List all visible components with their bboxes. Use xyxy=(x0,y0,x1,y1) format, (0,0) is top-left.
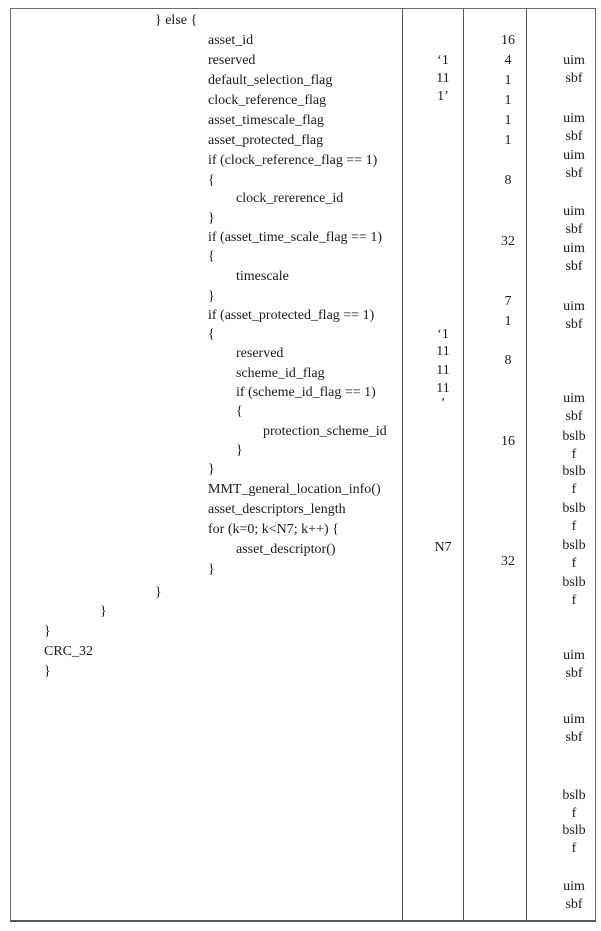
value-cell: ‘1 xyxy=(437,327,449,342)
syntax-line: } xyxy=(208,289,215,304)
mnemonic-cell-line1: uim xyxy=(563,53,585,68)
bits-cell: 1 xyxy=(504,133,512,148)
mnemonic-cell-line2: sbf xyxy=(565,897,583,912)
value-cell: 11 xyxy=(436,344,450,359)
mnemonic-cell-line1: uim xyxy=(563,148,585,163)
syntax-line: MMT_general_location_info() xyxy=(208,482,381,497)
bits-cell: 8 xyxy=(504,353,512,368)
value-cell: ’ xyxy=(440,396,446,411)
syntax-line: asset_timescale_flag xyxy=(208,113,324,128)
mnemonic-cell-line1: uim xyxy=(563,111,585,126)
syntax-line: default_selection_flag xyxy=(208,73,333,88)
syntax-line: { xyxy=(208,173,215,188)
syntax-line: { xyxy=(236,404,243,419)
bits-cell: 4 xyxy=(504,53,512,68)
syntax-line: } xyxy=(208,211,215,226)
syntax-line: clock_rererence_id xyxy=(236,191,344,206)
syntax-line: for (k=0; k<N7; k++) { xyxy=(208,522,339,537)
mnemonic-cell-line2: f xyxy=(571,447,577,462)
bits-cell: 1 xyxy=(504,314,512,329)
bits-cell: 32 xyxy=(501,234,515,249)
bits-cell: 16 xyxy=(501,33,515,48)
mnemonic-cell-line1: bslb xyxy=(562,501,586,516)
syntax-line: } else { xyxy=(155,13,198,28)
mnemonic-cell-line2: sbf xyxy=(565,222,583,237)
mnemonic-cell-line2: sbf xyxy=(565,666,583,681)
syntax-line: } xyxy=(155,585,162,600)
syntax-line: asset_protected_flag xyxy=(208,133,324,148)
syntax-line: { xyxy=(208,249,215,264)
mnemonic-cell-line1: bslb xyxy=(562,538,586,553)
bits-cell: 1 xyxy=(504,113,512,128)
mnemonic-cell-line2: sbf xyxy=(565,317,583,332)
bits-cell: 7 xyxy=(504,294,512,309)
mnemonic-cell-line1: bslb xyxy=(562,429,586,444)
syntax-line: asset_descriptors_length xyxy=(208,502,346,517)
value-cell: 11 xyxy=(436,71,450,86)
mnemonic-cell-line2: sbf xyxy=(565,259,583,274)
mnemonic-cell-line1: uim xyxy=(563,879,585,894)
bits-cell: 8 xyxy=(504,173,512,188)
mnemonic-cell-line1: uim xyxy=(563,712,585,727)
mnemonic-cell-line1: uim xyxy=(563,299,585,314)
column-divider-values-bits xyxy=(463,8,464,922)
mnemonic-cell-line1: bslb xyxy=(562,575,586,590)
bits-cell: 1 xyxy=(504,93,512,108)
syntax-line: } xyxy=(236,443,243,458)
syntax-line: } xyxy=(44,624,51,639)
mnemonic-cell-line1: bslb xyxy=(562,823,586,838)
mnemonic-cell-line2: sbf xyxy=(565,166,583,181)
mnemonic-cell-line2: f xyxy=(571,841,577,856)
syntax-line: reserved xyxy=(208,53,256,68)
mnemonic-cell-line1: bslb xyxy=(562,464,586,479)
syntax-line: } xyxy=(208,562,215,577)
syntax-line: protection_scheme_id xyxy=(263,424,387,439)
mnemonic-cell-line2: sbf xyxy=(565,71,583,86)
syntax-line: timescale xyxy=(236,269,289,284)
value-cell: ‘1 xyxy=(437,53,449,68)
mnemonic-cell-line1: uim xyxy=(563,391,585,406)
mnemonic-cell-line2: f xyxy=(571,482,577,497)
syntax-line: if (asset_time_scale_flag == 1) xyxy=(208,230,383,245)
syntax-line: reserved xyxy=(236,346,284,361)
syntax-line: if (clock_reference_flag == 1) xyxy=(208,153,378,168)
syntax-line: } xyxy=(100,604,107,619)
syntax-line: scheme_id_flag xyxy=(236,366,325,381)
mnemonic-cell-line2: f xyxy=(571,519,577,534)
value-cell: 11 xyxy=(436,381,450,396)
syntax-line: } xyxy=(208,462,215,477)
syntax-line: if (asset_protected_flag == 1) xyxy=(208,308,375,323)
value-cell: 11 xyxy=(436,363,450,378)
bits-cell: 32 xyxy=(501,554,515,569)
mnemonic-cell-line2: sbf xyxy=(565,409,583,424)
syntax-line: asset_descriptor() xyxy=(236,542,336,557)
mnemonic-cell-line2: f xyxy=(571,556,577,571)
syntax-line: } xyxy=(44,664,51,679)
syntax-line: { xyxy=(208,327,215,342)
mnemonic-cell-line2: sbf xyxy=(565,129,583,144)
bits-cell: 1 xyxy=(504,73,512,88)
value-cell: N7 xyxy=(434,540,452,555)
syntax-line: asset_id xyxy=(208,33,254,48)
syntax-line: if (scheme_id_flag == 1) xyxy=(236,385,376,400)
syntax-line: clock_reference_flag xyxy=(208,93,327,108)
column-divider-syntax-values xyxy=(402,8,403,922)
mnemonic-cell-line1: bslb xyxy=(562,788,586,803)
value-cell: 1’ xyxy=(437,89,449,104)
bits-cell: 16 xyxy=(501,434,515,449)
mnemonic-cell-line1: uim xyxy=(563,241,585,256)
mnemonic-cell-line1: uim xyxy=(563,204,585,219)
syntax-line: CRC_32 xyxy=(44,644,94,659)
mnemonic-cell-line2: f xyxy=(571,806,577,821)
mnemonic-cell-line2: f xyxy=(571,593,577,608)
mnemonic-cell-line1: uim xyxy=(563,648,585,663)
mnemonic-cell-line2: sbf xyxy=(565,730,583,745)
